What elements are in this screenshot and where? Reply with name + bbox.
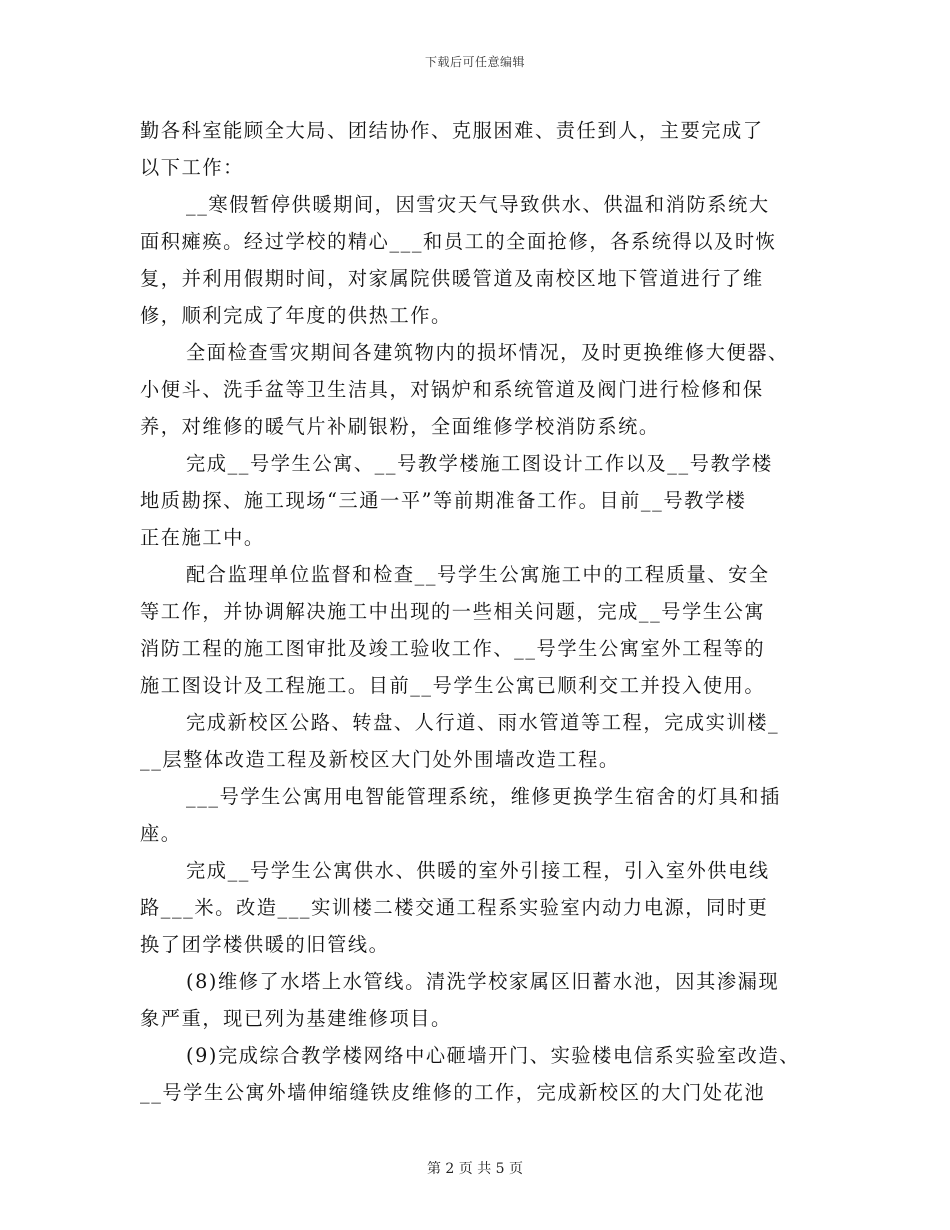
document-body: [140, 112, 810, 1111]
text-line: 面积瘫痪。经过学校的精心___和员工的全面抢修，各系统得以及时恢: [140, 230, 777, 253]
text-line: 地质勘探、施工现场“三通一平”等前期准备工作。目前__号教学楼: [140, 489, 747, 512]
text-line: 小便斗、洗手盆等卫生洁具，对锅炉和系统管道及阀门进行检修和保: [140, 378, 764, 401]
text-line: 象严重，现已列为基建维修项目。: [140, 1007, 452, 1030]
text-line: 施工图设计及工程施工。目前__号学生公寓已顺利交工并投入使用。: [140, 674, 766, 697]
text-line: 座。: [140, 822, 182, 845]
paragraph-start-line: 全面检查雪灾期间各建筑物内的损坏情况，及时更换维修大便器、: [186, 341, 789, 364]
paragraph-start-line: 完成__号学生公寓、__号教学楼施工图设计工作以及__号教学楼: [186, 452, 773, 475]
paragraph-start-line: (8)维修了水塔上水管线。清洗学校家属区旧蓄水池，因其渗漏现: [186, 970, 780, 993]
text-line: 路___米。改造___实训楼二楼交通工程系实验室内动力电源，同时更: [140, 896, 769, 919]
text-line: 复，并利用假期时间，对家属院供暖管道及南校区地下管道进行了维: [140, 267, 764, 290]
text-line: 正在施工中。: [140, 526, 265, 549]
text-line: __层整体改造工程及新校区大门处外围墙改造工程。: [140, 748, 620, 771]
text-line: 换了团学楼供暖的旧管线。: [140, 933, 390, 956]
text-line: 修，顺利完成了年度的供热工作。: [140, 304, 452, 327]
paragraph-start-line: 完成__号学生公寓供水、供暖的室外引接工程，引入室外供电线: [186, 859, 770, 882]
paragraph-start-line: (9)完成综合教学楼网络中心砸墙开门、实验楼电信系实验室改造、: [186, 1044, 801, 1067]
text-line: 以下工作：: [140, 156, 244, 179]
text-line: __号学生公寓外墙伸缩缝铁皮维修的工作，完成新校区的大门处花池: [140, 1081, 766, 1104]
page-number-footer: 第 2 页 共 5 页: [426, 1161, 524, 1177]
page-header-note: 下载后可任意编辑: [424, 55, 525, 69]
text-line: 等工作，并协调解决施工中出现的一些相关问题，完成__号学生公寓: [140, 600, 766, 623]
text-line: 勤各科室能顾全大局、团结协作、克服困难、责任到人，主要完成了: [140, 119, 764, 142]
paragraph-start-line: 配合监理单位监督和检查__号学生公寓施工中的工程质量、安全: [186, 563, 770, 586]
paragraph-start-line: __寒假暂停供暖期间，因雪灾天气导致供水、供温和消防系统大: [186, 193, 770, 216]
text-line: 养，对维修的暖气片补刷银粉，全面维修学校消防系统。: [140, 415, 660, 438]
paragraph-start-line: 完成新校区公路、转盘、人行道、雨水管道等工程，完成实训楼_: [186, 711, 780, 734]
text-line: 消防工程的施工图审批及竣工验收工作、__号学生公寓室外工程等的: [140, 637, 766, 660]
paragraph-start-line: ___号学生公寓用电智能管理系统，维修更换学生宿舍的灯具和插: [186, 785, 781, 808]
